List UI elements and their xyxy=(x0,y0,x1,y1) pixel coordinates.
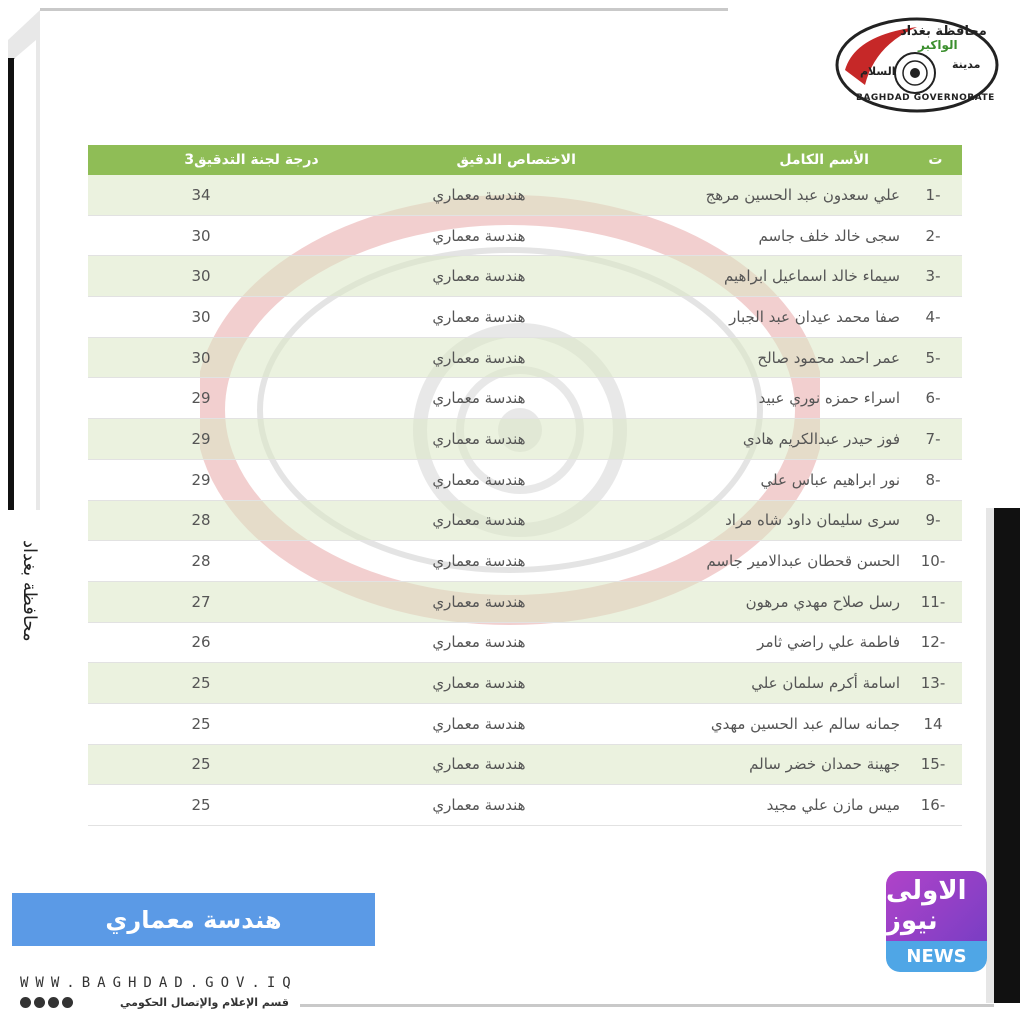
emblem-title: محافظة بغداد xyxy=(900,24,987,39)
row-name: جهينة حمدان خضر سالم xyxy=(749,755,900,774)
row-specialty: هندسة معماري xyxy=(432,267,526,286)
row-specialty: هندسة معماري xyxy=(432,348,526,367)
row-number: -7 xyxy=(925,429,941,448)
website-url[interactable]: WWW.BAGHDAD.GOV.IQ xyxy=(20,975,298,991)
row-name: اسامة أكرم سلمان علي xyxy=(751,674,900,693)
table-row xyxy=(88,501,962,542)
row-number: -9 xyxy=(925,511,941,530)
row-number: -4 xyxy=(925,307,941,326)
row-score: 27 xyxy=(191,592,211,611)
row-number: -6 xyxy=(925,389,941,408)
row-specialty: هندسة معماري xyxy=(432,714,526,733)
row-score: 29 xyxy=(191,429,211,448)
table-row xyxy=(88,704,962,745)
row-specialty: هندسة معماري xyxy=(432,796,526,815)
row-score: 25 xyxy=(191,674,211,693)
row-name: فوز حيدر عبدالكريم هادي xyxy=(742,429,900,448)
frame-bottom-line xyxy=(300,1004,994,1007)
row-score: 25 xyxy=(191,714,211,733)
table-row xyxy=(88,460,962,501)
table-row xyxy=(88,216,962,257)
row-score: 28 xyxy=(191,552,211,571)
row-score: 30 xyxy=(191,307,211,326)
row-number: -11 xyxy=(920,592,946,611)
row-name: سجى خالد خلف جاسم xyxy=(758,226,900,245)
table-row xyxy=(88,338,962,379)
row-specialty: هندسة معماري xyxy=(432,470,526,489)
row-number: -16 xyxy=(920,796,946,815)
row-name: اسراء حمزه نوري عبيد xyxy=(758,389,900,408)
row-score: 34 xyxy=(191,185,211,204)
table-row xyxy=(88,785,962,826)
table-row xyxy=(88,541,962,582)
row-specialty: هندسة معماري xyxy=(432,552,526,571)
row-specialty: هندسة معماري xyxy=(432,592,526,611)
social-icon-4[interactable] xyxy=(62,997,73,1008)
row-number: -13 xyxy=(920,674,946,693)
table-row xyxy=(88,663,962,704)
row-name: نور ابراهيم عباس علي xyxy=(760,470,900,489)
row-name: عمر احمد محمود صالح xyxy=(757,348,900,367)
row-specialty: هندسة معماري xyxy=(432,633,526,652)
row-score: 26 xyxy=(191,633,211,652)
row-number: -8 xyxy=(925,470,941,489)
results-table xyxy=(88,145,962,826)
row-name: جمانه سالم عبد الحسين مهدي xyxy=(710,714,900,733)
header-num: ت xyxy=(928,152,943,168)
row-name: رسل صلاح مهدي مرهون xyxy=(745,592,900,611)
side-calligraphy-logo: محافظة بغداد xyxy=(19,540,40,642)
row-specialty: هندسة معماري xyxy=(432,226,526,245)
news-logo-text: NEWS xyxy=(886,941,987,972)
table-row xyxy=(88,378,962,419)
social-icon-1[interactable] xyxy=(20,997,31,1008)
header-name: الأسم الكامل xyxy=(779,152,869,168)
header-spec: الاختصاص الدقيق xyxy=(456,152,576,168)
table-row xyxy=(88,419,962,460)
row-score: 30 xyxy=(191,226,211,245)
row-number: 14 xyxy=(923,714,943,733)
table-row xyxy=(88,745,962,786)
table-body xyxy=(88,175,962,826)
alula-news-logo xyxy=(886,871,987,972)
row-number: -3 xyxy=(925,267,941,286)
table-row xyxy=(88,582,962,623)
row-specialty: هندسة معماري xyxy=(432,511,526,530)
row-specialty: هندسة معماري xyxy=(432,307,526,326)
row-score: 28 xyxy=(191,511,211,530)
emblem-green-text: الواكبر xyxy=(918,38,958,52)
frame-top-line xyxy=(40,8,728,11)
row-name: صفا محمد عيدان عبد الجبار xyxy=(729,307,900,326)
frame-right-dark-bar xyxy=(994,508,1020,1003)
row-score: 29 xyxy=(191,389,211,408)
row-specialty: هندسة معماري xyxy=(432,755,526,774)
table-row xyxy=(88,623,962,664)
row-number: -1 xyxy=(925,185,941,204)
row-specialty: هندسة معماري xyxy=(432,389,526,408)
row-specialty: هندسة معماري xyxy=(432,429,526,448)
social-icons xyxy=(20,997,73,1008)
row-number: -5 xyxy=(925,348,941,367)
frame-left-inner xyxy=(14,40,36,510)
row-score: 29 xyxy=(191,470,211,489)
frame-right-light-bar xyxy=(986,508,994,1003)
row-number: -12 xyxy=(920,633,946,652)
row-specialty: هندسة معماري xyxy=(432,674,526,693)
header-score: درجة لجنة التدقيق3 xyxy=(184,152,319,168)
row-specialty: هندسة معماري xyxy=(432,185,526,204)
emblem-peace-text: السلام xyxy=(860,65,896,78)
media-department-text: قسم الإعلام والإتصال الحكومي xyxy=(120,996,289,1009)
row-name: الحسن قحطان عبدالامير جاسم xyxy=(706,552,900,571)
specialty-banner: هندسة معماري xyxy=(12,893,375,946)
news-logo-arabic: الاولى نيوز xyxy=(886,871,987,941)
row-score: 30 xyxy=(191,348,211,367)
row-number: -10 xyxy=(920,552,946,571)
emblem-governorate-text: BAGHDAD GOVERNORATE xyxy=(856,93,995,103)
row-name: سرى سليمان داود شاه مراد xyxy=(725,511,900,530)
emblem-city-text: مدينة xyxy=(952,58,981,71)
row-score: 25 xyxy=(191,755,211,774)
table-header xyxy=(88,145,962,175)
social-icon-2[interactable] xyxy=(34,997,45,1008)
table-row xyxy=(88,256,962,297)
row-name: سيماء خالد اسماعيل ابراهيم xyxy=(723,267,900,286)
row-score: 25 xyxy=(191,796,211,815)
row-number: -2 xyxy=(925,226,941,245)
table-row xyxy=(88,175,962,216)
row-number: -15 xyxy=(920,755,946,774)
row-name: فاطمة علي راضي ثامر xyxy=(757,633,900,652)
row-name: علي سعدون عبد الحسين مرهج xyxy=(705,185,900,204)
row-name: ميس مازن علي مجيد xyxy=(766,796,900,815)
row-score: 30 xyxy=(191,267,211,286)
table-row xyxy=(88,297,962,338)
social-icon-3[interactable] xyxy=(48,997,59,1008)
